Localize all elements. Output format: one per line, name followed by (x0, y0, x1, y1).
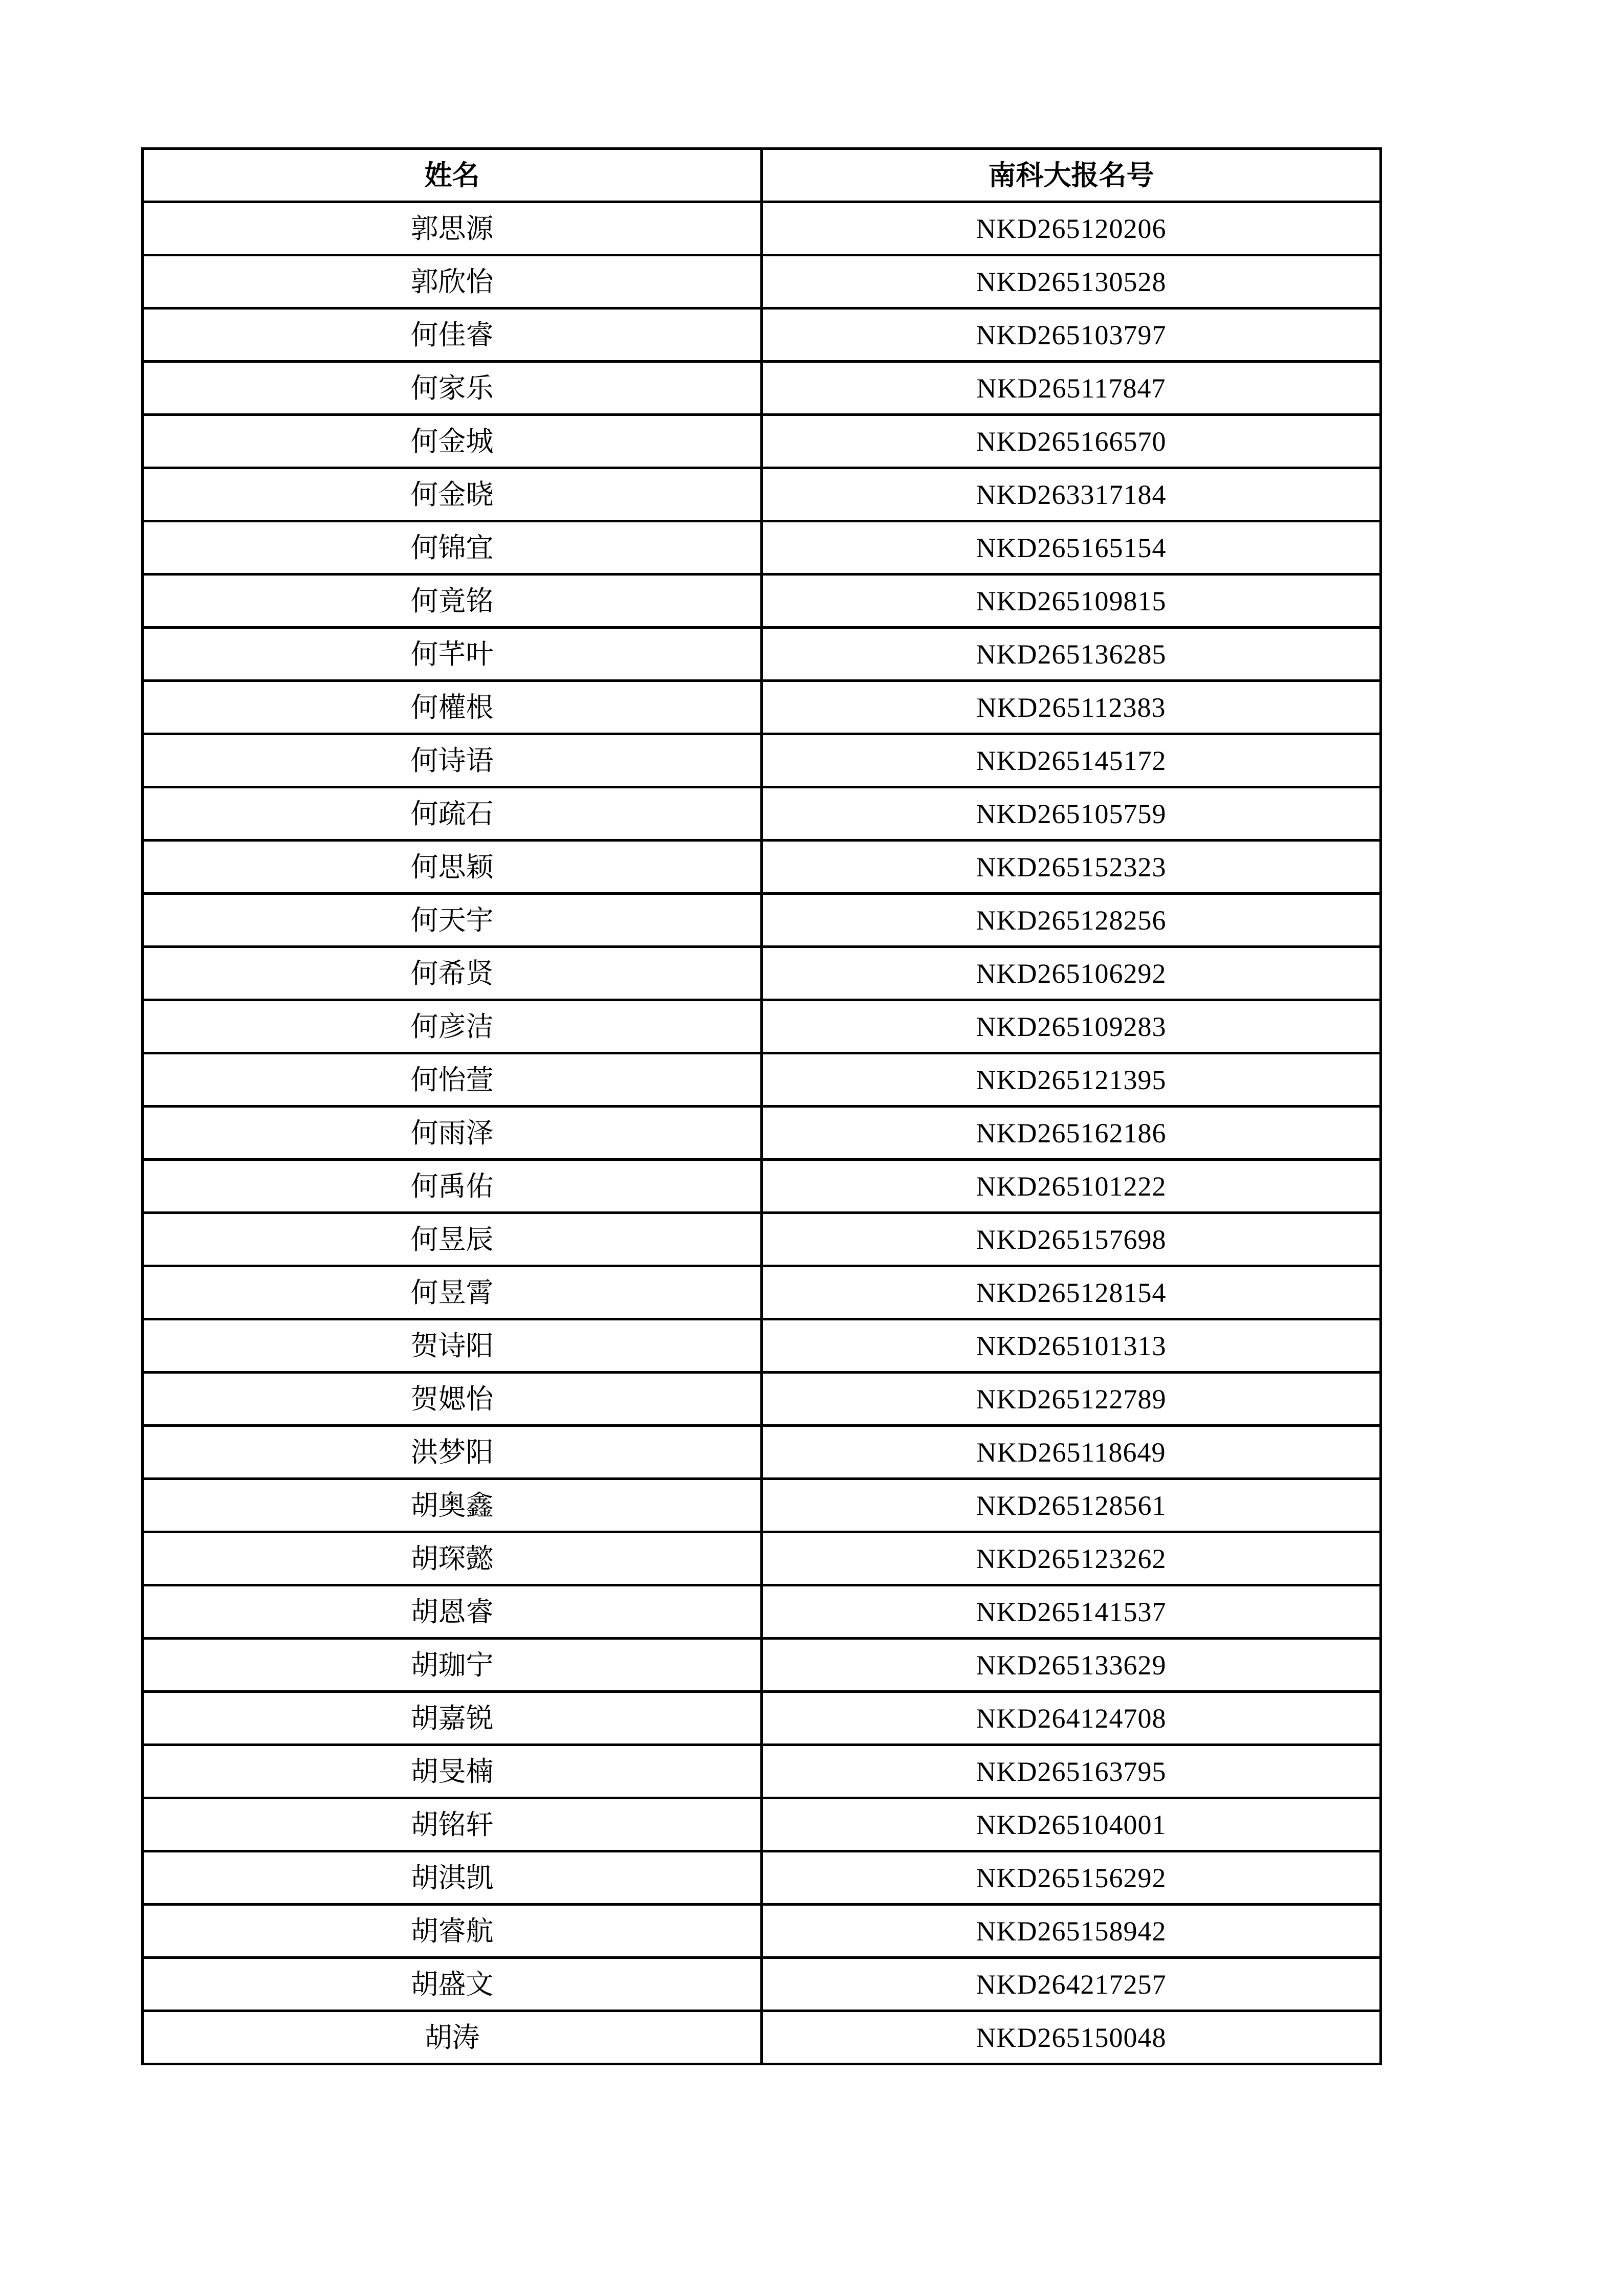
table-row (143, 415, 1381, 468)
header-registration-no: 南科大报名号 (762, 149, 1381, 202)
student-name-cell: 洪梦阳 (143, 1426, 762, 1479)
table-row (143, 1213, 1381, 1266)
student-name-cell: 胡淇凯 (143, 1851, 762, 1905)
student-name-cell: 郭思源 (143, 202, 762, 255)
registration-no-cell: NKD265145172 (762, 734, 1381, 787)
student-name-cell: 何诗语 (143, 734, 762, 787)
student-name-cell: 何芊叶 (143, 628, 762, 681)
student-name-cell: 胡盛文 (143, 1958, 762, 2011)
student-name-cell: 何彦洁 (143, 1000, 762, 1053)
student-name-cell: 何疏石 (143, 787, 762, 841)
student-name-cell: 何思颖 (143, 841, 762, 894)
student-name-cell: 何天宇 (143, 894, 762, 947)
student-name-cell: 胡涛 (143, 2011, 762, 2064)
student-name-cell: 何權根 (143, 681, 762, 734)
registration-no-cell: NKD265150048 (762, 2011, 1381, 2064)
student-name-cell: 胡睿航 (143, 1905, 762, 1958)
registration-no-cell: NKD265162186 (762, 1107, 1381, 1160)
registration-no-cell: NKD265128256 (762, 894, 1381, 947)
table-row (143, 1692, 1381, 1745)
table-row (143, 734, 1381, 787)
table-row (143, 1160, 1381, 1213)
table-row (143, 2011, 1381, 2064)
table-row (143, 1373, 1381, 1426)
table-row (143, 1319, 1381, 1373)
registration-no-cell: NKD265112383 (762, 681, 1381, 734)
table-row (143, 308, 1381, 362)
student-name-cell: 何锦宜 (143, 521, 762, 575)
registration-no-cell: NKD265136285 (762, 628, 1381, 681)
registration-no-cell: NKD264124708 (762, 1692, 1381, 1745)
registration-no-cell: NKD263317184 (762, 468, 1381, 521)
student-name-cell: 胡琛懿 (143, 1532, 762, 1585)
student-name-cell: 贺媤怡 (143, 1373, 762, 1426)
registration-no-cell: NKD265104001 (762, 1798, 1381, 1851)
header-row (143, 149, 1381, 202)
registration-no-cell: NKD265121395 (762, 1053, 1381, 1107)
roster-table (141, 147, 1382, 2065)
registration-no-cell: NKD265152323 (762, 841, 1381, 894)
registration-no-cell: NKD265101313 (762, 1319, 1381, 1373)
table-row (143, 255, 1381, 308)
student-name-cell: 胡旻楠 (143, 1745, 762, 1798)
registration-no-cell: NKD265128561 (762, 1479, 1381, 1532)
registration-no-cell: NKD265163795 (762, 1745, 1381, 1798)
table-row (143, 575, 1381, 628)
student-name-cell: 郭欣怡 (143, 255, 762, 308)
registration-no-cell: NKD265157698 (762, 1213, 1381, 1266)
registration-no-cell: NKD265128154 (762, 1266, 1381, 1319)
registration-no-cell: NKD265101222 (762, 1160, 1381, 1213)
table-row (143, 1479, 1381, 1532)
table-row (143, 1426, 1381, 1479)
student-name-cell: 贺诗阳 (143, 1319, 762, 1373)
student-name-cell: 何金城 (143, 415, 762, 468)
table-row (143, 521, 1381, 575)
table-row (143, 362, 1381, 415)
table-row (143, 841, 1381, 894)
registration-no-cell: NKD265130528 (762, 255, 1381, 308)
registration-no-cell: NKD265106292 (762, 947, 1381, 1000)
registration-no-cell: NKD265118649 (762, 1426, 1381, 1479)
table-row (143, 894, 1381, 947)
table-row (143, 1958, 1381, 2011)
table-row (143, 1905, 1381, 1958)
table-row (143, 1532, 1381, 1585)
registration-no-cell: NKD265165154 (762, 521, 1381, 575)
header-name: 姓名 (143, 149, 762, 202)
registration-no-cell: NKD265141537 (762, 1585, 1381, 1639)
student-name-cell: 何昱辰 (143, 1213, 762, 1266)
registration-no-cell: NKD265117847 (762, 362, 1381, 415)
table-body (143, 202, 1381, 2064)
table-row (143, 1639, 1381, 1692)
student-name-cell: 何佳睿 (143, 308, 762, 362)
table-row (143, 1266, 1381, 1319)
registration-no-cell: NKD265158942 (762, 1905, 1381, 1958)
student-name-cell: 何禹佑 (143, 1160, 762, 1213)
student-name-cell: 何怡萱 (143, 1053, 762, 1107)
table-row (143, 1798, 1381, 1851)
student-name-cell: 何家乐 (143, 362, 762, 415)
table-header (143, 149, 1381, 202)
table-row (143, 787, 1381, 841)
registration-no-cell: NKD265123262 (762, 1532, 1381, 1585)
student-name-cell: 何希贤 (143, 947, 762, 1000)
table-row (143, 1585, 1381, 1639)
registration-no-cell: NKD265166570 (762, 415, 1381, 468)
registration-no-cell: NKD265133629 (762, 1639, 1381, 1692)
student-name-cell: 何竟铭 (143, 575, 762, 628)
student-name-cell: 胡恩睿 (143, 1585, 762, 1639)
registration-no-cell: NKD265109283 (762, 1000, 1381, 1053)
table-row (143, 681, 1381, 734)
registration-no-cell: NKD264217257 (762, 1958, 1381, 2011)
registration-no-cell: NKD265105759 (762, 787, 1381, 841)
registration-no-cell: NKD265122789 (762, 1373, 1381, 1426)
table-row (143, 1107, 1381, 1160)
registration-no-cell: NKD265103797 (762, 308, 1381, 362)
student-name-cell: 胡珈宁 (143, 1639, 762, 1692)
table-row (143, 1000, 1381, 1053)
registration-no-cell: NKD265120206 (762, 202, 1381, 255)
student-name-cell: 何雨泽 (143, 1107, 762, 1160)
student-name-cell: 胡铭轩 (143, 1798, 762, 1851)
table-row (143, 628, 1381, 681)
student-name-cell: 何金晓 (143, 468, 762, 521)
registration-no-cell: NKD265156292 (762, 1851, 1381, 1905)
student-name-cell: 何昱霄 (143, 1266, 762, 1319)
table-row (143, 1053, 1381, 1107)
table-row (143, 1745, 1381, 1798)
table-row (143, 1851, 1381, 1905)
student-name-cell: 胡奥鑫 (143, 1479, 762, 1532)
registration-no-cell: NKD265109815 (762, 575, 1381, 628)
table-row (143, 468, 1381, 521)
student-name-cell: 胡嘉锐 (143, 1692, 762, 1745)
table-row (143, 202, 1381, 255)
table-row (143, 947, 1381, 1000)
